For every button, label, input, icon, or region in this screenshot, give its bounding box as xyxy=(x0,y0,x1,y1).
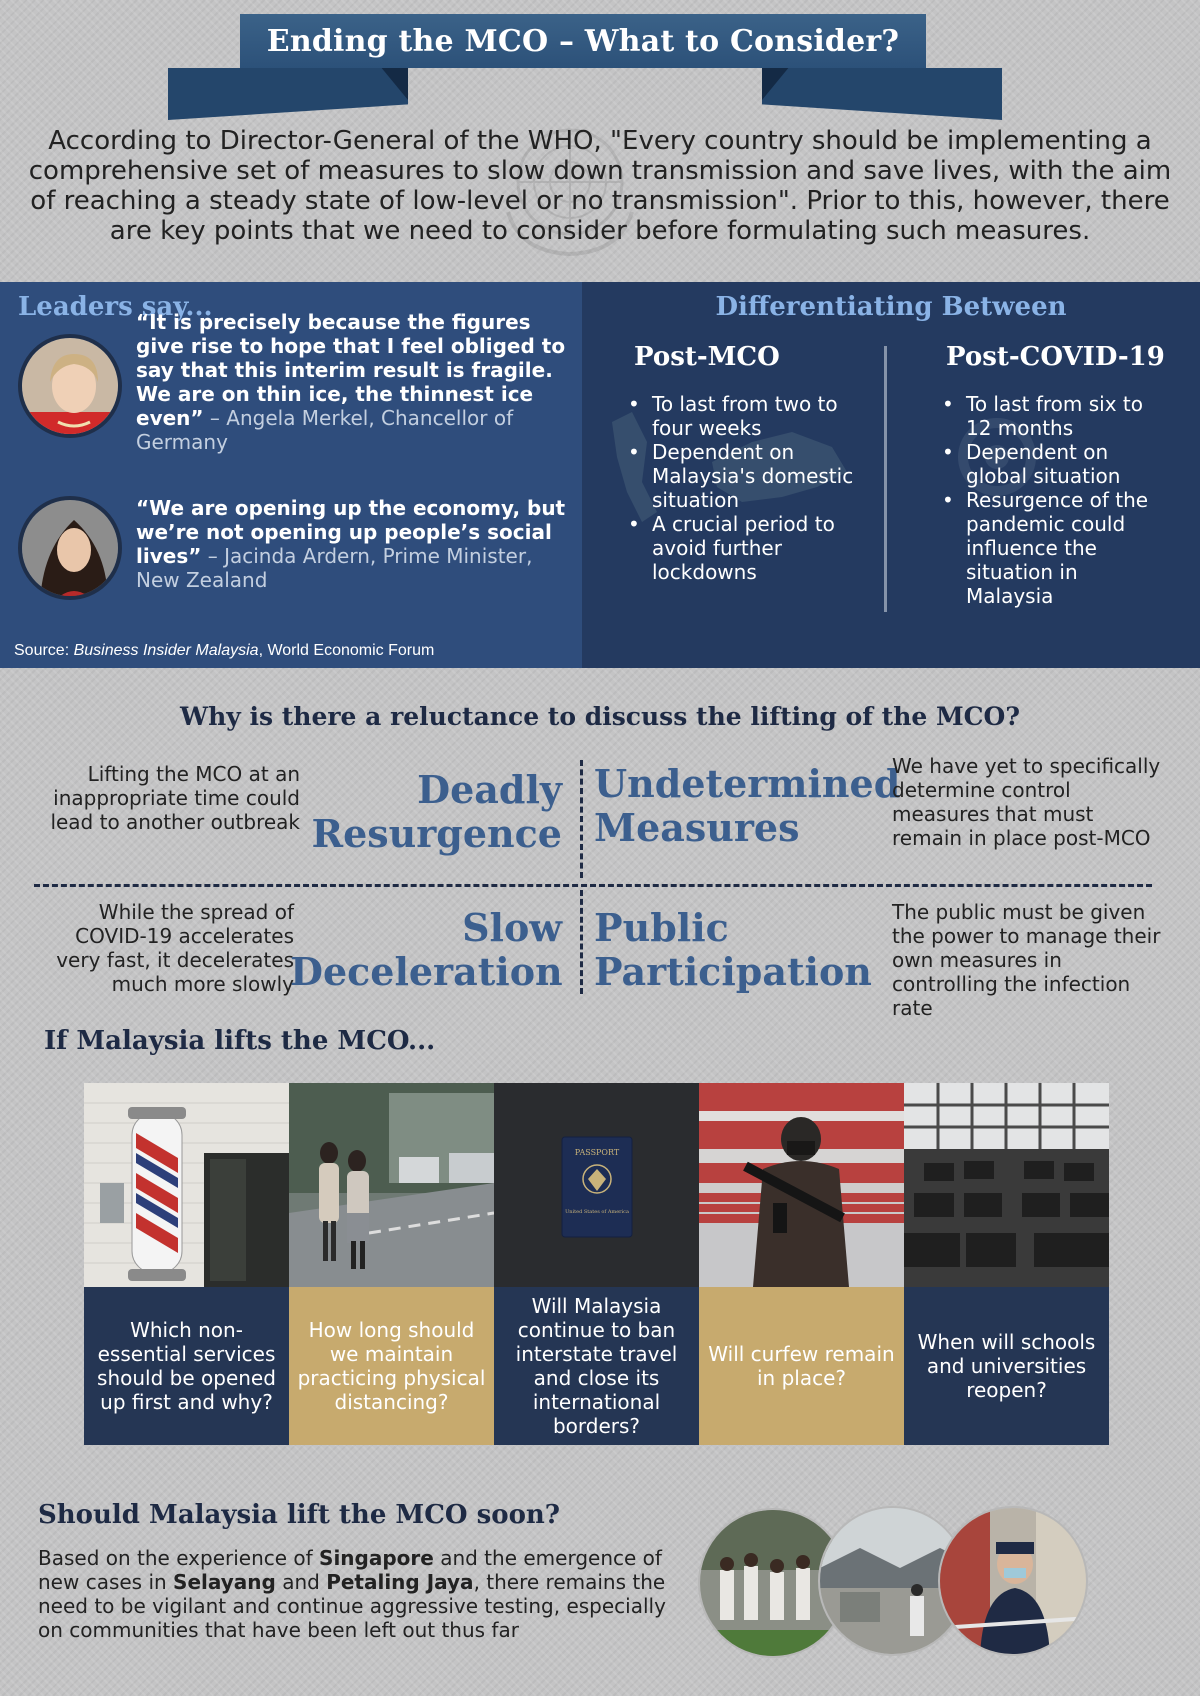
lift-card-travel xyxy=(494,1083,699,1445)
post-covid-list xyxy=(938,392,1168,608)
post-covid-title: Post-COVID-19 xyxy=(946,342,1165,372)
slow-deceleration-heading: Slow Deceleration xyxy=(290,905,563,994)
divider-horizontal xyxy=(34,884,1152,887)
lift-question: When will schools and universities reopen? xyxy=(904,1287,1109,1445)
list-item: • To last from two to four weeks xyxy=(624,392,854,440)
ribbon-tail-right xyxy=(762,68,1002,120)
post-mco-list xyxy=(624,392,854,584)
slow-deceleration-description: While the spread of COVID-19 accelerates very fast, it decelerates much more slowly xyxy=(56,900,294,996)
list-item: • Resurgence of the pandemic could influence the situation in Malaysia xyxy=(938,488,1168,608)
lift-card-services xyxy=(84,1083,289,1445)
leaders-panel xyxy=(0,282,582,668)
reluctance-title: Why is there a reluctance to discuss the lifting of the MCO? xyxy=(180,702,1020,731)
svg-text:PASSPORT: PASSPORT xyxy=(574,1148,620,1157)
lift-question: How long should we maintain practicing physical distancing? xyxy=(289,1287,494,1445)
deadly-resurgence-heading: Deadly Resurgence xyxy=(311,767,562,856)
differentiating-panel xyxy=(582,282,1200,668)
undetermined-measures-heading: Undetermined Measures xyxy=(594,761,901,850)
page-title: Ending the MCO – What to Consider? xyxy=(240,14,926,68)
svg-text:United States of America: United States of America xyxy=(565,1209,629,1215)
quote-ardern xyxy=(136,496,566,592)
lifts-title: If Malaysia lifts the MCO... xyxy=(44,1026,436,1056)
leaders-heading: Leaders say... xyxy=(18,292,213,322)
differentiating-heading: Differentiating Between xyxy=(715,292,1067,322)
list-item: • Dependent on Malaysia's domestic situation xyxy=(624,440,854,512)
avatar-jacinda-ardern xyxy=(18,496,122,600)
list-item: • Dependent on global situation xyxy=(938,440,1168,488)
column-divider xyxy=(884,346,887,612)
lift-card-distancing xyxy=(289,1083,494,1445)
quote-merkel-attribution: – Angela Merkel, Chancellor of Germany xyxy=(136,406,514,454)
public-participation-heading: Public Participation xyxy=(594,905,872,994)
lift-question: Will Malaysia continue to ban interstate travel and close its international borders? xyxy=(494,1287,699,1445)
list-item: • A crucial period to avoid further lockdowns xyxy=(624,512,854,584)
divider-vertical-top xyxy=(580,760,583,878)
quote-ardern-text: “We are opening up the economy, but we’re not opening up people’s social lives” xyxy=(136,496,566,568)
lift-question: Which non-essential services should be opened up first and why? xyxy=(84,1287,289,1445)
avatar-angela-merkel xyxy=(18,334,122,438)
lift-card-schools xyxy=(904,1083,1109,1445)
street-photo xyxy=(289,1083,494,1287)
should-lift-body: Based on the experience of Singapore and the emergence of new cases in Selayang and Petaling Jaya, there remains the need to be vigilant and continue aggressive testing, especially on communities that have been left out thus far xyxy=(38,1546,666,1642)
lift-card-curfew xyxy=(699,1083,904,1445)
public-participation-description: The public must be given the power to manage their own measures in controlling the infection rate xyxy=(892,900,1161,1020)
post-mco-title: Post-MCO xyxy=(634,342,780,372)
quote-merkel xyxy=(136,310,566,454)
deadly-resurgence-description: Lifting the MCO at an inappropriate time could lead to another outbreak xyxy=(50,762,300,834)
ribbon-tail-left xyxy=(168,68,408,120)
lift-question: Will curfew remain in place? xyxy=(699,1287,904,1445)
quote-ardern-attribution: – Jacinda Ardern, Prime Minister, New Zealand xyxy=(136,544,533,592)
divider-vertical-bottom xyxy=(580,890,583,994)
passport-photo xyxy=(494,1083,699,1287)
source-note: Source: Business Insider Malaysia, World Economic Forum xyxy=(14,642,435,659)
classroom-photo xyxy=(904,1083,1109,1287)
undetermined-measures-description: We have yet to specifically determine control measures that must remain in place post-MCO xyxy=(892,754,1161,850)
police-photo xyxy=(938,1506,1088,1656)
soldier-photo xyxy=(699,1083,904,1287)
intro-paragraph: According to Director-General of the WHO, "Every country should be implementing a comprehensive set of measures to slow down transmission and save lives, with the aim of reaching a steady state of low-level or no transmission". Prior to this, however, there are key points that we need to consider before formulating such measures. xyxy=(28,126,1172,246)
should-lift-title: Should Malaysia lift the MCO soon? xyxy=(38,1500,561,1530)
quote-merkel-text: “It is precisely because the figures give rise to hope that I feel obliged to say that this interim result is fragile. We are on thin ice, the thinnest ice even” xyxy=(136,310,566,430)
list-item: • To last from six to 12 months xyxy=(938,392,1168,440)
barber-pole-photo xyxy=(84,1083,289,1287)
